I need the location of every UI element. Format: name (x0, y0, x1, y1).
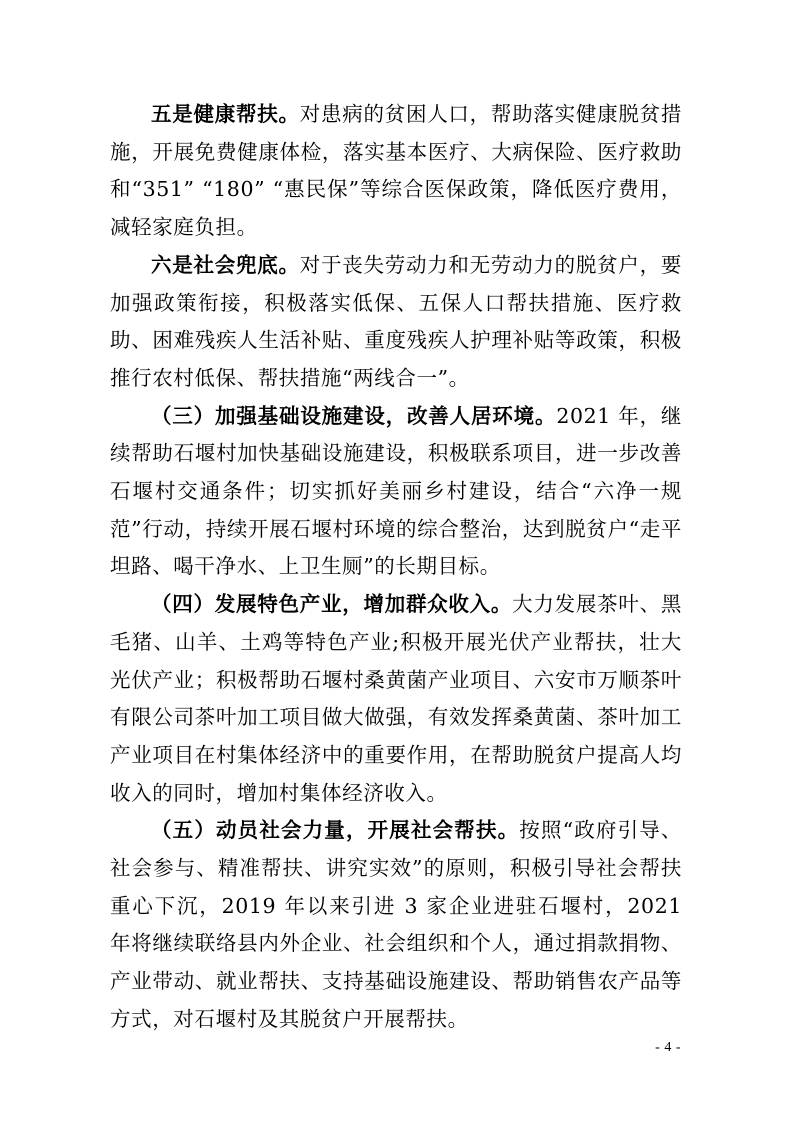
paragraph-text: 按照“政府引导、社会参与、精准帮扶、讲究实效”的原则，积极引导社会帮扶重心下沉，2019 年以来引进 3 家企业进驻石堰村，2021 年将继续联络县内外企业、社会组织和个人，通过捐款捐物、产业带动、就业帮扶、支持基础设施建设、帮助销售农产品等方式，对石堰村及其脱贫户开展帮扶。 (110, 818, 683, 1031)
paragraph-text: 对于丧失劳动力和无劳动力的脱贫户，要加强政策衔接，积极落实低保、五保人口帮扶措施、医疗救助、困难残疾人生活补贴、重度残疾人护理补贴等政策，积极推行农村低保、帮扶措施“两线合一”。 (110, 252, 682, 390)
section-heading: （五）动员社会力量，开展社会帮扶。 (151, 818, 520, 843)
paragraph-social-assistance (110, 812, 682, 1038)
paragraph-text: 2021 年，继续帮助石堰村加快基础设施建设，积极联系项目，进一步改善石堰村交通条件；切实抓好美丽乡村建设，结合“六净一规范”行动，持续开展石堰村环境的综合整治，达到脱贫户“走平坦路、喝干净水、上卫生厕”的长期目标。 (110, 403, 682, 579)
paragraph-text: 对患病的贫困人口，帮助落实健康脱贫措施，开展免费健康体检，落实基本医疗、大病保险、医疗救助和“351” “180” “惠民保”等综合医保政策，降低医疗费用，减轻家庭负担。 (110, 102, 682, 240)
paragraph-heading: 六是社会兜底。 (151, 252, 300, 277)
section-heading: （四）发展特色产业，增加群众收入。 (151, 592, 513, 617)
paragraph-health-assistance (110, 96, 682, 247)
paragraph-text: 大力发展茶叶、黑毛猪、山羊、土鸡等特色产业;积极开展光伏产业帮扶，壮大光伏产业；积极帮助石堰村桑黄菌产业项目、六安市万顺茶叶有限公司茶叶加工项目做大做强，有效发挥桑黄菌、茶叶加工产业项目在村集体经济中的重要作用，在帮助脱贫户提高人均收入的同时，增加村集体经济收入。 (110, 592, 682, 805)
document-body (110, 96, 682, 1039)
paragraph-infrastructure (110, 398, 682, 587)
page-number: - 4 - (655, 1040, 681, 1055)
section-heading: （三）加强基础设施建设，改善人居环境。 (151, 403, 557, 428)
paragraph-heading: 五是健康帮扶。 (151, 102, 300, 126)
paragraph-industry (110, 586, 682, 812)
paragraph-social-safety-net (110, 247, 682, 398)
